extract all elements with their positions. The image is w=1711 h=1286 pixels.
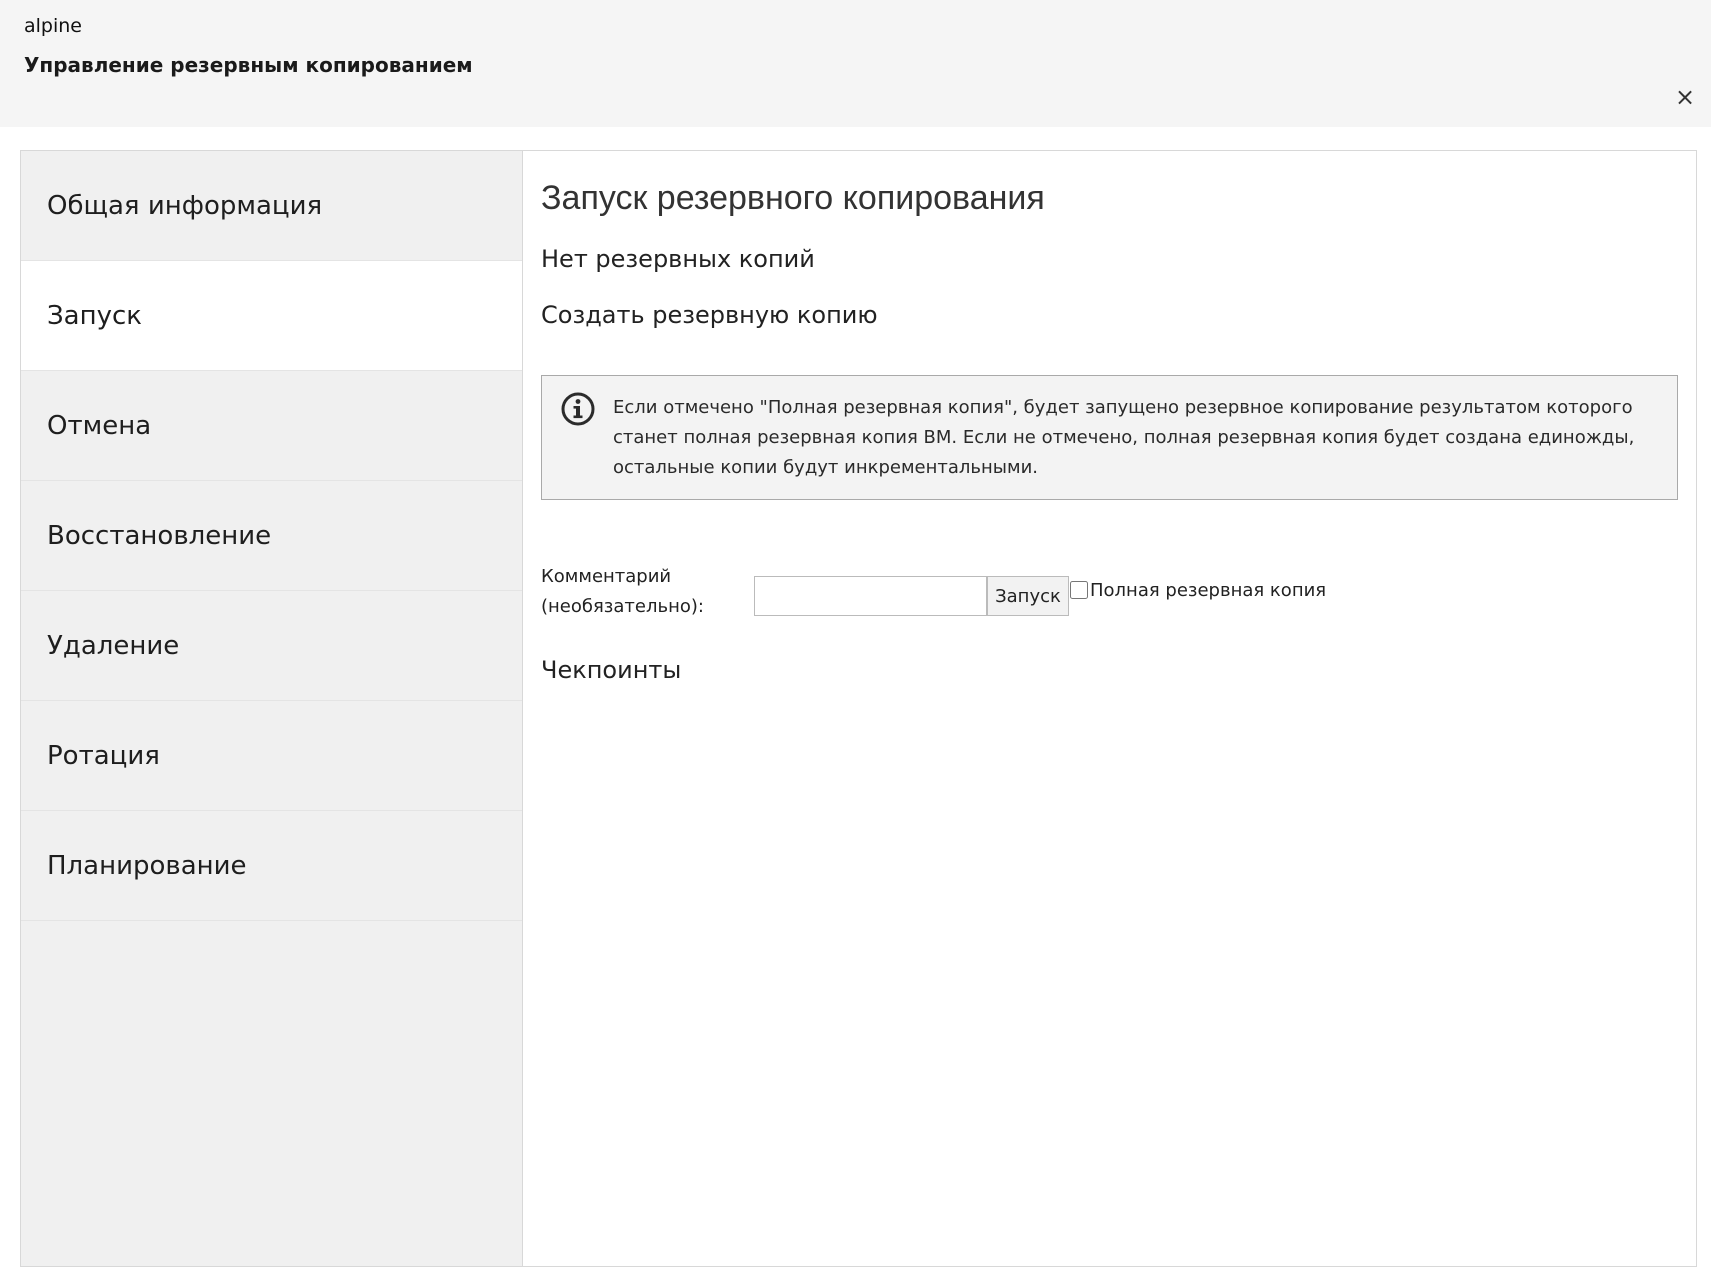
backup-panel <box>20 150 1697 1267</box>
sidebar-item-cancel[interactable] <box>21 371 522 481</box>
sidebar-item-delete[interactable] <box>21 591 522 701</box>
dialog-header <box>0 0 1711 127</box>
sidebar-item-rotation[interactable] <box>21 701 522 811</box>
no-backups-text: Нет резервных копий <box>541 245 815 273</box>
full-backup-checkbox[interactable] <box>1070 581 1088 599</box>
sidebar-item-label: Ротация <box>47 740 160 771</box>
sidebar-item-restore[interactable] <box>21 481 522 591</box>
info-text: Если отмечено "Полная резервная копия", будет запущено резервное копирование результатом которого станет полная резервная копия ВМ. Если не отмечено, полная резервная копия будет создана единожды, остальные копии будут инкрементальными. <box>613 397 1635 478</box>
sidebar-item-label: Удаление <box>47 630 180 661</box>
sidebar-item-label: Запуск <box>47 300 142 331</box>
sidebar-item-label: Отмена <box>47 410 152 441</box>
sidebar-item-label: Общая информация <box>47 190 323 221</box>
sidebar <box>21 151 523 1266</box>
create-backup-heading: Создать резервную копию <box>541 301 878 329</box>
comment-input[interactable] <box>754 576 987 616</box>
close-icon[interactable]: × <box>1674 83 1696 111</box>
checkpoints-heading: Чекпоинты <box>541 656 682 684</box>
comment-label: Комментарий (необязательно): <box>541 566 704 617</box>
vm-name: alpine <box>24 15 82 37</box>
sidebar-item-scheduling[interactable] <box>21 811 522 921</box>
page-title: Запуск резервного копирования <box>541 179 1045 217</box>
info-box <box>541 375 1678 500</box>
info-circle-icon <box>560 391 596 427</box>
sidebar-item-launch[interactable] <box>21 261 522 371</box>
dialog-title: Управление резервным копированием <box>24 53 473 77</box>
sidebar-item-label: Восстановление <box>47 520 272 551</box>
sidebar-item-label: Планирование <box>47 850 247 881</box>
sidebar-item-general-info[interactable] <box>21 151 522 261</box>
main-content <box>523 151 1696 1266</box>
full-backup-label[interactable]: Полная резервная копия <box>1090 580 1327 601</box>
launch-button[interactable]: Запуск <box>987 576 1069 616</box>
